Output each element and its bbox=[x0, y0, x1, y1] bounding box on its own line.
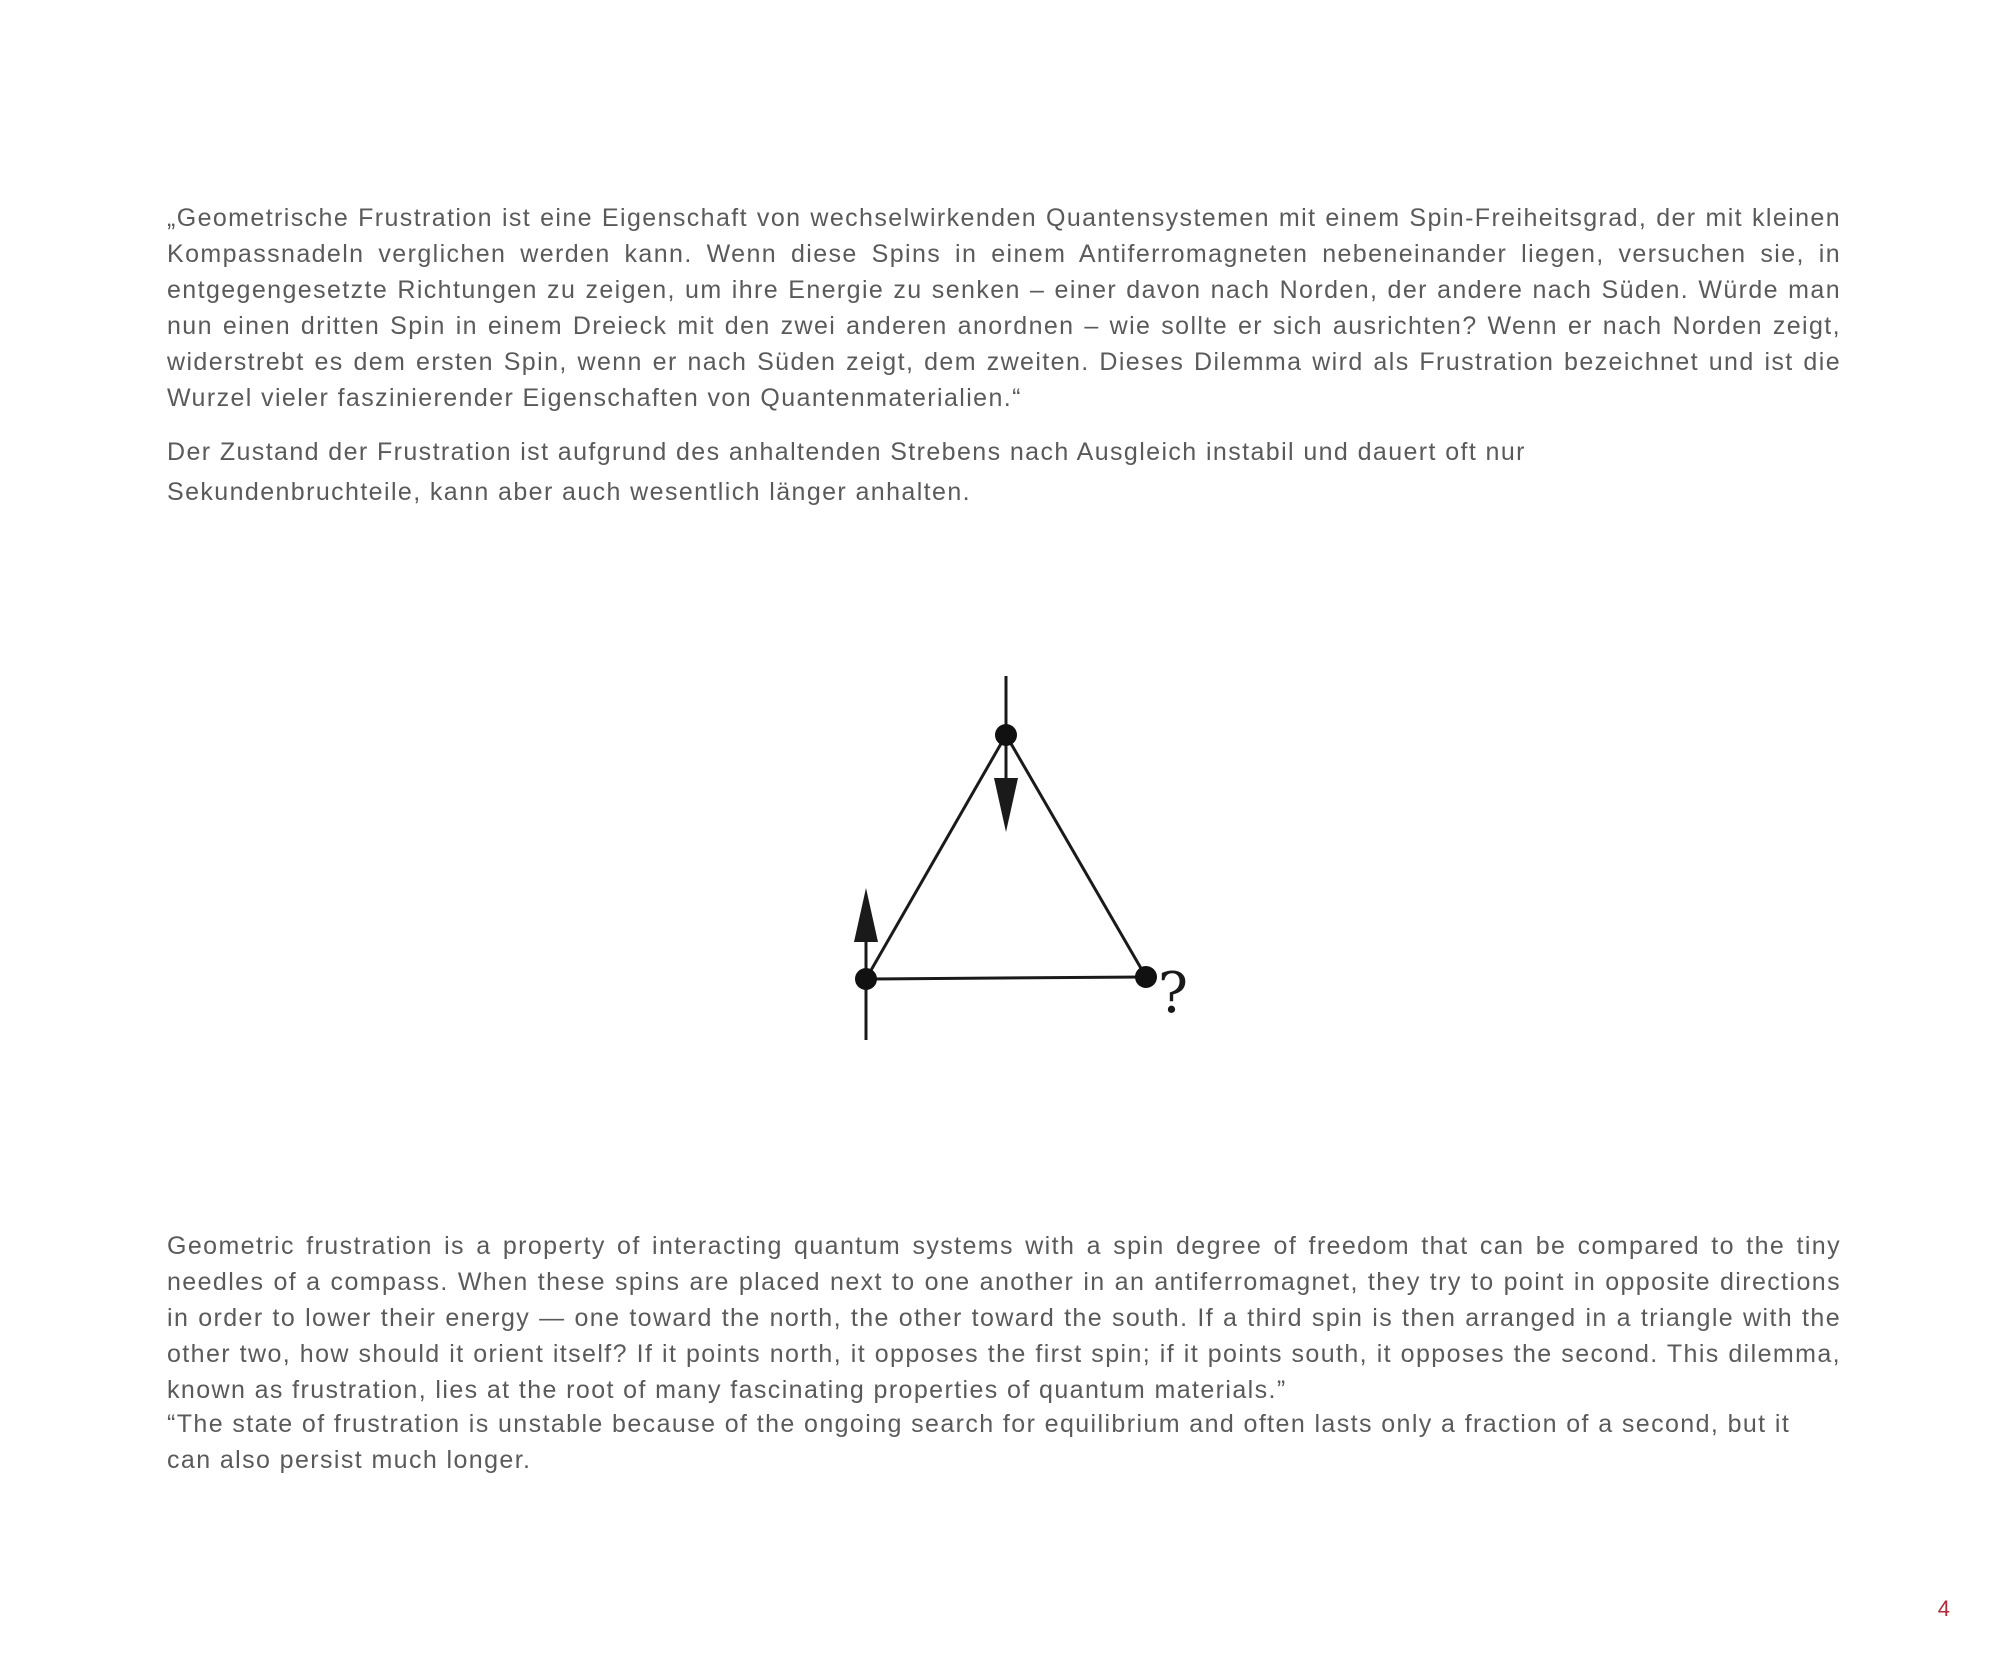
spin-node-right bbox=[1135, 966, 1157, 988]
german-note-text: Der Zustand der Frustration ist aufgrund des anhaltenden Strebens nach Ausgleich instabil und dauert oft nur Sekundenbruchteile, kann aber auch wesentlich länger anhalten. bbox=[167, 438, 1526, 506]
undetermined-spin-question-mark: ? bbox=[1158, 961, 1189, 1026]
german-quote-text: „Geometrische Frustration ist eine Eigenschaft von wechselwirkenden Quantensystemen mit einem Spin-Freiheitsgrad, der mit kleinen Kompassnadeln verglichen werden kann. Wenn diese Spins in einem Antiferromagneten nebeneinander liegen, versuchen sie, in entgegengesetzte Richtungen zu zeigen, um ihre Energie zu senken – einer davon nach Norden, der andere nach Süden. Würde man nun einen dritten Spin in einem Dreieck mit den zwei anderen anordnen – wie sollte er sich ausrichten? Wenn er nach Norden zeigt, widerstrebt es dem ersten Spin, wenn er nach Süden zeigt, dem zweiten. Dieses Dilemma wird als Frustration bezeichnet und ist die Wurzel vieler faszinierender Eigenschaften von Quantenmaterialien.“ bbox=[167, 204, 1841, 412]
frustrated-spin-triangle-figure bbox=[800, 660, 1250, 1060]
german-quote-paragraph bbox=[167, 200, 1841, 416]
english-quote-text: Geometric frustration is a property of interacting quantum systems with a spin degree of freedom that can be compared to the tiny needles of a compass. When these spins are placed next to one another in an antiferromagnet, they try to point in opposite directions in order to lower their energy — one toward the north, the other toward the south. If a third spin is then arranged in a triangle with the other two, how should it orient itself? If it points north, it opposes the first spin; if it points south, it opposes the second. This dilemma, known as frustration, lies at the root of many fascinating properties of quantum materials.” bbox=[167, 1232, 1841, 1404]
spin-node-top bbox=[995, 724, 1017, 746]
triangle-edge-left bbox=[866, 735, 1006, 979]
page-number: 4 bbox=[1937, 1596, 1950, 1621]
english-quote-paragraph bbox=[167, 1228, 1841, 1408]
triangle-edge-bottom bbox=[866, 977, 1146, 979]
english-note-paragraph bbox=[167, 1406, 1841, 1478]
english-note-text: “The state of frustration is unstable because of the ongoing search for equilibrium and often lasts only a fraction of a second, but it can also persist much longer. bbox=[167, 1410, 1791, 1474]
spin-down-arrow-icon bbox=[994, 676, 1018, 832]
spin-node-left bbox=[855, 968, 877, 990]
triangle-edge-right bbox=[1006, 735, 1146, 977]
german-note-paragraph bbox=[167, 432, 1627, 512]
